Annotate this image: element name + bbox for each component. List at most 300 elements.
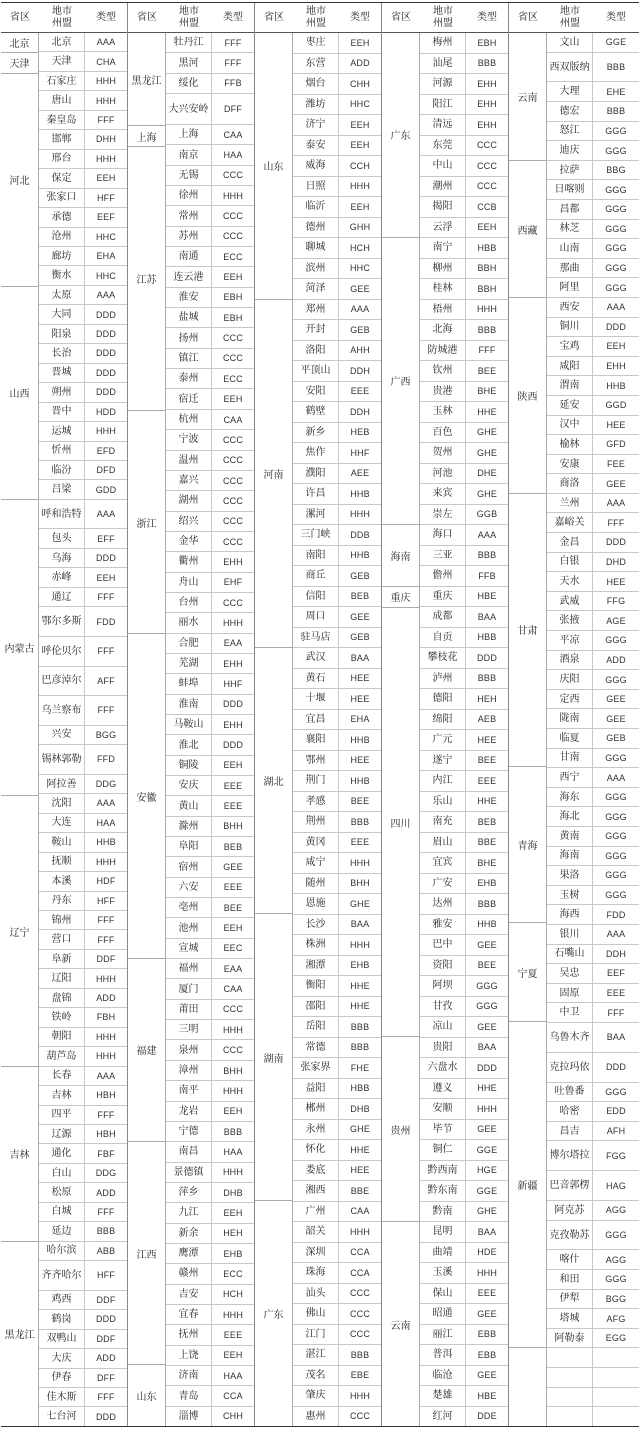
table-row xyxy=(166,512,254,532)
type-cell: EEH xyxy=(477,222,497,233)
type-cell: CCC xyxy=(222,211,244,222)
table-column-3 xyxy=(255,3,382,1426)
type-cell: EEE xyxy=(350,837,370,848)
city-cell: 绥化 xyxy=(166,74,212,93)
table-row xyxy=(39,1310,127,1329)
type-cell: BHE xyxy=(477,386,497,397)
city-cell: 阳江 xyxy=(420,95,466,115)
city-cell: 鞍山 xyxy=(39,833,85,851)
type-cell: HHF xyxy=(350,447,370,458)
table-row xyxy=(166,878,254,898)
type-cell: CAA xyxy=(223,414,243,425)
type-cell: GGG xyxy=(605,1230,627,1241)
table-row xyxy=(39,637,127,667)
city-cell: 济宁 xyxy=(293,115,339,135)
city-cell: 锦州 xyxy=(39,911,85,929)
city-cell: 巴音郭楞 xyxy=(547,1171,593,1200)
city-header: 地市 州盟 xyxy=(306,5,326,29)
city-cell: 淮安 xyxy=(166,288,212,307)
city-cell: 红河 xyxy=(420,1407,466,1427)
province-cell: 江西 xyxy=(128,1142,165,1365)
city-cell: 渭南 xyxy=(547,376,593,395)
city-cell: 迪庆 xyxy=(547,141,593,160)
table-row xyxy=(39,325,127,344)
type-cell: CCA xyxy=(223,1391,243,1401)
type-cell: GEE xyxy=(606,478,626,489)
table-row xyxy=(293,751,381,772)
province-cell: 青海 xyxy=(509,767,546,924)
table-row xyxy=(547,886,639,906)
type-cell: EAA xyxy=(223,963,243,974)
table-column-4 xyxy=(382,3,509,1426)
city-cell: 伊春 xyxy=(39,1369,85,1387)
city-cell: 上海 xyxy=(166,125,212,144)
province-cell: 四川 xyxy=(382,608,419,1037)
table-row xyxy=(39,1086,127,1105)
type-cell: GEE xyxy=(477,1124,497,1135)
table-row xyxy=(420,1366,508,1387)
city-cell: 岳阳 xyxy=(293,1017,339,1037)
table-row xyxy=(39,1067,127,1086)
type-cell: DDD xyxy=(95,1411,117,1422)
type-cell: FFB xyxy=(478,570,496,581)
city-cell: 廊坊 xyxy=(39,247,85,265)
type-cell: HHB xyxy=(350,488,370,499)
table-row xyxy=(293,1058,381,1079)
table-row xyxy=(166,1325,254,1345)
type-cell: HEH xyxy=(477,693,497,704)
city-cell: 黄南 xyxy=(547,827,593,846)
city-cell: 甘孜 xyxy=(420,997,466,1017)
table-row xyxy=(547,1329,639,1349)
city-cell: 滁州 xyxy=(166,817,212,836)
table-row xyxy=(420,607,508,628)
table-row xyxy=(166,796,254,816)
city-cell: 天水 xyxy=(547,572,593,591)
type-cell: CCC xyxy=(349,1308,371,1319)
province-cell: 云南 xyxy=(509,33,546,161)
table-row xyxy=(547,1083,639,1103)
table-row xyxy=(420,505,508,526)
region-type-table xyxy=(1,2,639,1427)
table-row xyxy=(166,328,254,348)
city-cell: 昆明 xyxy=(420,1222,466,1242)
type-cell: AAA xyxy=(96,1070,116,1081)
type-cell: HHH xyxy=(222,1085,244,1096)
city-cell: 芜湖 xyxy=(166,654,212,673)
table-row xyxy=(39,1388,127,1407)
table-row xyxy=(547,866,639,886)
type-cell: HHH xyxy=(349,1226,371,1237)
type-cell: GGE xyxy=(605,37,627,48)
city-cell xyxy=(547,1388,593,1407)
city-cell: 河池 xyxy=(420,464,466,484)
city-cell: 淄博 xyxy=(166,1407,212,1426)
city-cell: 湖州 xyxy=(166,491,212,510)
type-cell: HAG xyxy=(605,1180,627,1191)
type-cell: BAA xyxy=(350,919,370,930)
table-row xyxy=(420,1345,508,1366)
type-cell: AFG xyxy=(606,1313,626,1324)
city-cell: 桂林 xyxy=(420,279,466,299)
type-cell: DHB xyxy=(350,1103,370,1114)
type-cell: FFF xyxy=(97,592,115,603)
type-cell: BBB xyxy=(606,62,626,72)
city-cell: 黄冈 xyxy=(293,833,339,853)
city-cell: 兴安 xyxy=(39,726,85,744)
city-cell: 洛阳 xyxy=(293,341,339,361)
province-cell: 辽宁 xyxy=(1,796,38,1067)
type-cell: BBB xyxy=(477,673,497,684)
city-cell: 广州 xyxy=(293,1202,339,1222)
city-cell: 玉林 xyxy=(420,402,466,422)
type-cell: HHC xyxy=(349,263,371,274)
type-cell: GGG xyxy=(605,674,627,685)
table-row xyxy=(420,566,508,587)
city-cell: 长沙 xyxy=(293,915,339,935)
type-cell: GGG xyxy=(605,145,627,156)
type-cell: CHH xyxy=(222,1411,244,1422)
table-row xyxy=(39,1407,127,1425)
table-row xyxy=(420,1304,508,1325)
table-row xyxy=(166,756,254,776)
type-cell: BEE xyxy=(477,755,497,766)
city-cell: 钦州 xyxy=(420,361,466,381)
type-cell: ADD xyxy=(96,1353,116,1364)
city-cell: 德州 xyxy=(293,218,339,238)
table-row xyxy=(293,1345,381,1366)
type-cell: AAA xyxy=(96,798,116,809)
province-cell: 甘肃 xyxy=(509,494,546,767)
table-row xyxy=(547,827,639,847)
table-row xyxy=(39,814,127,833)
table-row xyxy=(293,259,381,280)
city-cell: 塔城 xyxy=(547,1309,593,1328)
city-cell: 淮北 xyxy=(166,735,212,754)
table-row xyxy=(166,94,254,125)
city-cell: 泸州 xyxy=(420,669,466,689)
city-cell: 常州 xyxy=(166,206,212,225)
table-row xyxy=(39,833,127,852)
province-cell: 西藏 xyxy=(509,161,546,298)
table-row xyxy=(166,1285,254,1305)
city-cell: 遵义 xyxy=(420,1079,466,1099)
type-cell: EEH xyxy=(223,1350,243,1361)
city-cell: 辽源 xyxy=(39,1125,85,1143)
city-cell: 漳州 xyxy=(166,1061,212,1080)
table-row xyxy=(293,874,381,895)
type-cell: HBB xyxy=(477,242,497,253)
table-row xyxy=(420,1386,508,1407)
table-row xyxy=(547,1102,639,1122)
type-cell: GEE xyxy=(477,1370,497,1381)
table-row xyxy=(39,422,127,441)
city-cell: 嘉兴 xyxy=(166,471,212,490)
table-row xyxy=(39,91,127,110)
city-cell: 临夏 xyxy=(547,729,593,748)
type-cell: CCC xyxy=(222,597,244,608)
city-cell: 雅安 xyxy=(420,915,466,935)
city-cell: 随州 xyxy=(293,874,339,894)
table-row xyxy=(166,1346,254,1366)
table-row xyxy=(293,1202,381,1223)
city-cell: 铜仁 xyxy=(420,1140,466,1160)
type-cell: FFB xyxy=(224,78,242,89)
city-cell: 宁德 xyxy=(166,1122,212,1141)
table-row xyxy=(293,525,381,546)
table-row xyxy=(420,177,508,198)
table-row xyxy=(547,690,639,710)
table-row xyxy=(547,278,639,298)
type-cell: GHE xyxy=(476,427,498,438)
city-cell: 泰州 xyxy=(166,369,212,388)
table-row xyxy=(293,1161,381,1182)
city-cell: 大庆 xyxy=(39,1349,85,1367)
table-row xyxy=(166,1386,254,1406)
province-cell: 天津 xyxy=(1,53,38,73)
table-row xyxy=(39,305,127,324)
table-row xyxy=(420,341,508,362)
city-cell: 大兴安岭 xyxy=(166,94,212,124)
table-row xyxy=(166,817,254,837)
table-row xyxy=(547,435,639,455)
table-row xyxy=(166,918,254,938)
table-row xyxy=(293,853,381,874)
type-cell: EHB xyxy=(350,960,370,971)
table-row xyxy=(293,833,381,854)
city-cell: 昌吉 xyxy=(547,1122,593,1141)
city-cell: 宿州 xyxy=(166,857,212,876)
city-cell: 沧州 xyxy=(39,228,85,246)
type-cell: EBH xyxy=(477,37,497,48)
table-header xyxy=(255,3,381,33)
table-row xyxy=(166,1264,254,1284)
table-row xyxy=(293,792,381,813)
table-row xyxy=(39,989,127,1008)
city-cell: 深圳 xyxy=(293,1243,339,1263)
table-row xyxy=(293,443,381,464)
type-cell: AFF xyxy=(97,675,115,686)
city-cell: 韶关 xyxy=(293,1222,339,1242)
table-row xyxy=(166,206,254,226)
table-row xyxy=(39,1349,127,1368)
city-cell: 佳木斯 xyxy=(39,1388,85,1406)
table-row xyxy=(420,1407,508,1427)
province-header: 省区 xyxy=(391,11,411,23)
type-cell: GGG xyxy=(476,1001,498,1012)
type-cell: HHB xyxy=(350,775,370,786)
province-header: 省区 xyxy=(10,11,30,23)
table-row xyxy=(547,847,639,867)
type-cell: HHH xyxy=(476,304,498,315)
table-row xyxy=(166,857,254,877)
table-row xyxy=(39,1183,127,1202)
table-row xyxy=(547,53,639,83)
city-cell: 孝感 xyxy=(293,792,339,812)
type-cell: DDF xyxy=(96,954,116,965)
type-cell: FBF xyxy=(97,1148,115,1159)
type-cell: DHE xyxy=(477,468,497,479)
type-cell: GGG xyxy=(605,811,627,822)
city-cell: 克孜勒苏 xyxy=(547,1221,593,1250)
type-cell: HDF xyxy=(96,876,116,887)
city-cell: 金昌 xyxy=(547,533,593,552)
type-cell: FFF xyxy=(97,915,115,926)
type-cell: BGG xyxy=(605,1293,627,1304)
city-cell: 果洛 xyxy=(547,866,593,885)
type-cell: HHB xyxy=(96,837,116,848)
type-cell: GGG xyxy=(605,890,627,901)
type-cell: HHH xyxy=(349,1390,371,1401)
city-cell: 海口 xyxy=(420,525,466,545)
city-cell: 菏泽 xyxy=(293,279,339,299)
city-cell: 北海 xyxy=(420,320,466,340)
type-cell: DDH xyxy=(349,365,371,376)
table-column-1 xyxy=(1,3,128,1426)
type-cell: FHE xyxy=(350,1062,370,1073)
type-cell: ADD xyxy=(96,1187,116,1198)
type-cell: BBB xyxy=(477,324,497,335)
city-cell: 甘南 xyxy=(547,749,593,768)
province-cell: 江苏 xyxy=(128,147,165,411)
table-row xyxy=(39,33,127,52)
type-cell: EEE xyxy=(223,882,243,893)
province-cell: 山东 xyxy=(255,33,292,300)
city-cell: 中卫 xyxy=(547,1003,593,1022)
type-cell: EHH xyxy=(477,119,497,130)
type-cell: HHH xyxy=(222,1167,244,1178)
city-cell: 四平 xyxy=(39,1106,85,1124)
table-row xyxy=(293,730,381,751)
type-cell: HHB xyxy=(606,380,626,391)
type-cell: EEE xyxy=(223,801,243,812)
city-cell: 崇左 xyxy=(420,505,466,525)
city-cell: 自贡 xyxy=(420,628,466,648)
city-cell: 肇庆 xyxy=(293,1386,339,1406)
city-cell: 通辽 xyxy=(39,588,85,606)
type-cell: EHE xyxy=(606,86,626,97)
type-cell: EEH xyxy=(223,1207,243,1218)
city-cell: 南京 xyxy=(166,145,212,164)
city-cell: 佛山 xyxy=(293,1304,339,1324)
type-cell: HHH xyxy=(95,426,117,437)
type-cell: BBB xyxy=(477,58,497,69)
city-cell: 承德 xyxy=(39,208,85,226)
type-cell: EBE xyxy=(350,1370,370,1381)
city-cell: 云浮 xyxy=(420,218,466,238)
table-row xyxy=(39,344,127,363)
table-row xyxy=(547,1003,639,1023)
city-cell: 怀化 xyxy=(293,1140,339,1160)
type-cell: BHH xyxy=(350,878,370,889)
city-cell: 玉溪 xyxy=(420,1263,466,1283)
table-row xyxy=(293,894,381,915)
city-cell: 黔西南 xyxy=(420,1161,466,1181)
type-cell: HAA xyxy=(223,1370,243,1381)
table-row xyxy=(293,1325,381,1346)
type-cell: GGG xyxy=(605,125,627,136)
type-cell: CCC xyxy=(222,475,244,486)
table-row xyxy=(420,54,508,75)
table-row xyxy=(166,898,254,918)
type-cell: DDD xyxy=(222,740,244,750)
table-row xyxy=(166,125,254,145)
type-cell: FFG xyxy=(606,596,626,607)
city-cell: 商洛 xyxy=(547,474,593,493)
table-row xyxy=(293,177,381,198)
type-cell: EEH xyxy=(223,272,243,283)
city-cell: 宜昌 xyxy=(293,710,339,730)
city-cell: 池州 xyxy=(166,918,212,937)
table-row xyxy=(293,956,381,977)
city-cell: 宜宾 xyxy=(420,853,466,873)
type-cell: BBB xyxy=(96,1226,116,1237)
type-cell: HBH xyxy=(96,1090,116,1101)
table-row xyxy=(39,208,127,227)
type-cell: HHH xyxy=(476,1267,498,1278)
type-cell: EEE xyxy=(223,1329,243,1340)
table-row xyxy=(166,1244,254,1264)
city-cell: 天津 xyxy=(39,52,85,70)
city-cell: 七台河 xyxy=(39,1407,85,1425)
type-cell: EEH xyxy=(350,119,370,130)
table-row xyxy=(166,1081,254,1101)
table-row xyxy=(420,1017,508,1038)
city-cell: 巴彦淖尔 xyxy=(39,667,85,696)
table-column-5 xyxy=(509,3,639,1426)
city-cell: 西双版纳 xyxy=(547,53,593,82)
table-row xyxy=(166,1122,254,1142)
city-cell: 马鞍山 xyxy=(166,715,212,734)
city-cell: 三明 xyxy=(166,1020,212,1039)
table-row xyxy=(293,1284,381,1305)
table-row xyxy=(420,33,508,54)
type-cell: AAA xyxy=(606,929,626,940)
city-cell: 柳州 xyxy=(420,259,466,279)
table-row xyxy=(420,1243,508,1264)
province-cell: 广东 xyxy=(263,1310,284,1322)
type-cell: GEE xyxy=(350,283,370,294)
table-row xyxy=(39,853,127,872)
table-row xyxy=(420,894,508,915)
city-cell: 葫芦岛 xyxy=(39,1047,85,1065)
table-row xyxy=(547,474,639,494)
type-cell: HEB xyxy=(350,427,370,438)
table-row xyxy=(547,180,639,200)
city-cell: 保定 xyxy=(39,169,85,187)
city-cell: 凉山 xyxy=(420,1017,466,1037)
province-cell: 河北 xyxy=(1,74,38,287)
city-cell: 晋城 xyxy=(39,364,85,382)
city-cell: 徐州 xyxy=(166,186,212,205)
table-row xyxy=(166,349,254,369)
type-cell: BGG xyxy=(95,729,117,740)
city-cell: 梧州 xyxy=(420,300,466,320)
table-row xyxy=(293,648,381,669)
table-row xyxy=(420,1263,508,1284)
city-cell: 安阳 xyxy=(293,382,339,402)
city-cell: 银川 xyxy=(547,925,593,944)
table-row xyxy=(39,150,127,169)
city-cell: 吉安 xyxy=(166,1285,212,1304)
city-cell: 平凉 xyxy=(547,631,593,650)
table-row xyxy=(547,533,639,553)
table-row xyxy=(166,979,254,999)
city-cell: 湛江 xyxy=(293,1345,339,1365)
type-cell: CCC xyxy=(349,1329,371,1340)
city-cell: 六安 xyxy=(166,878,212,897)
city-cell: 乐山 xyxy=(420,792,466,812)
